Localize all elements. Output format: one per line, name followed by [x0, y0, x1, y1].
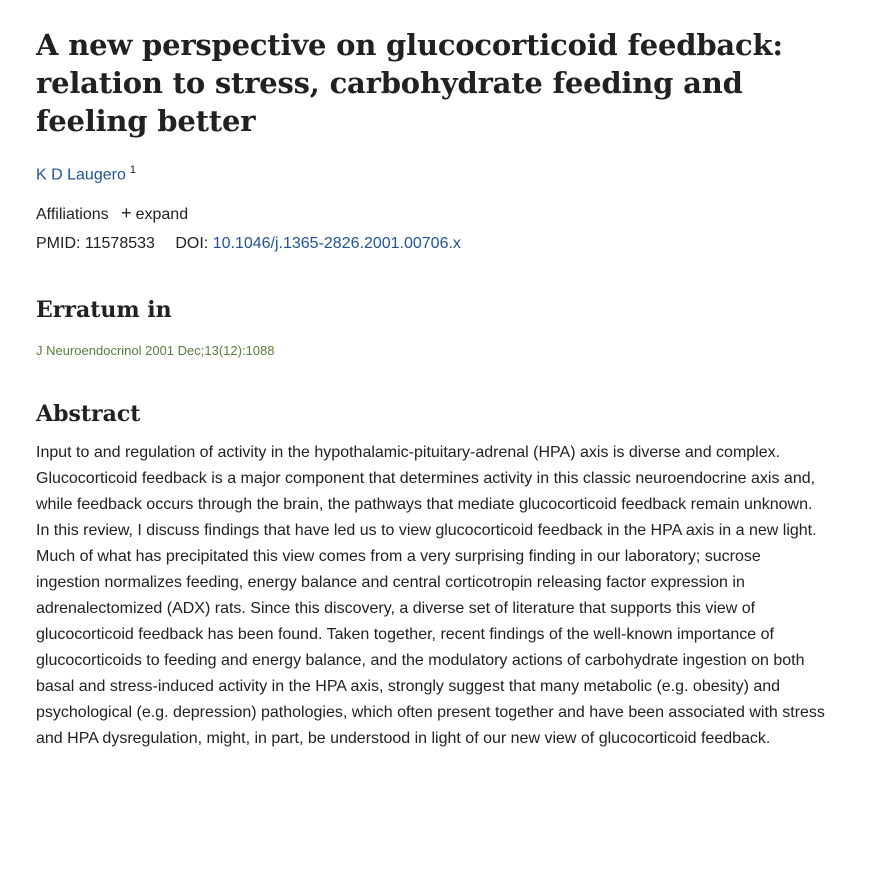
doi-label: DOI: [175, 235, 209, 253]
affiliations-row [36, 203, 834, 225]
expand-label: expand [135, 206, 189, 224]
expand-affiliations-button[interactable] [121, 203, 189, 224]
pmid-label: PMID: [36, 235, 81, 253]
abstract-heading: Abstract [36, 401, 141, 428]
author-affiliation-ref: 1 [129, 164, 136, 176]
pmid-value: 11578533 [84, 235, 155, 253]
abstract-text: Input to and regulation of activity in the hypothalamic-pituitary-adrenal (HPA) axis is diverse and complex. Glucocorticoid feedback is a major component that determines activity in this classic neuroendocrine axis and, while feedback occurs through the brain, the pathways that mediate glucocorticoid feedback remain unknown. In this review, I discuss findings that have led us to view glucocorticoid feedback in the HPA axis in a new light. Much of what has precipitated this view comes from a very surprising finding in our laboratory; sucrose ingestion normalizes feeding, energy balance and central corticotropin releasing factor expression in adrenalectomized (ADX) rats. Since this discovery, a diverse set of literature that supports this view of glucocorticoid feedback has been found. Taken together, recent findings of the well-known importance of glucocorticoids to feeding and energy balance, and the modulatory actions of carbohydrate ingestion on both basal and stress-induced activity in the HPA axis, strongly suggest that many metabolic (e.g. obesity) and psychological (e.g. depression) pathologies, which often present together and have been associated with stress and HPA dysregulation, might, in part, be understood in light of our new view of glucocorticoid feedback. [36, 444, 825, 748]
authors-list [36, 160, 834, 185]
identifiers-row [36, 234, 834, 254]
affiliations-label: Affiliations [36, 206, 109, 224]
plus-icon: + [121, 203, 132, 224]
article-title: A new perspective on glucocorticoid feedback: relation to stress, carbohydrate feeding and feeling better [36, 28, 783, 138]
erratum-heading: Erratum in [36, 297, 172, 324]
author-link[interactable]: K D Laugero [36, 166, 126, 184]
doi-link[interactable]: 10.1046/j.1365-2826.2001.00706.x [212, 235, 461, 253]
erratum-reference-link[interactable]: J Neuroendocrinol 2001 Dec;13(12):1088 [36, 343, 275, 359]
